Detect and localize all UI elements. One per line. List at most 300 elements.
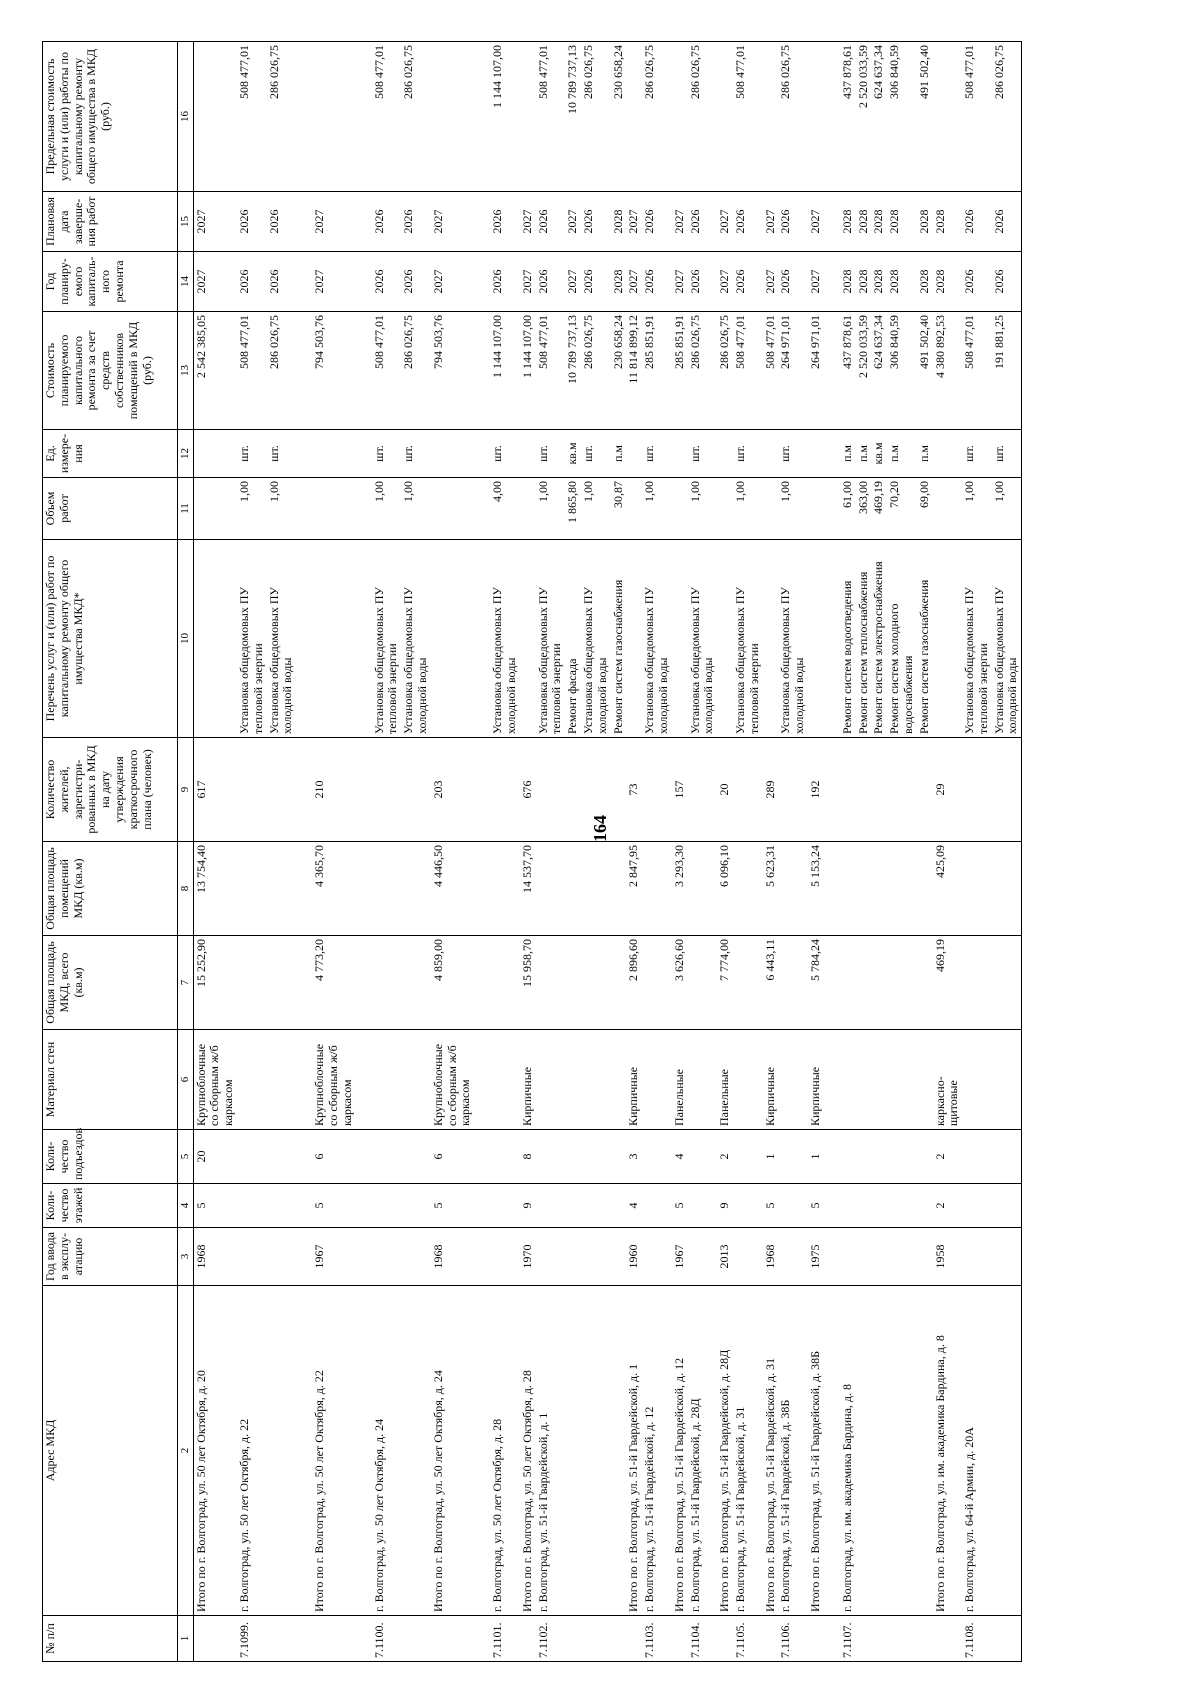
header-residents: Количество жителей, зарегистри-рованных в МКД на дату утверждения краткосрочного плана (человек) (43, 738, 178, 842)
table-row (490, 42, 520, 1662)
cell-works-list: Установка общедомовых ПУ тепловой энергии (536, 540, 566, 738)
cell-completion-date: 2026 (642, 192, 672, 252)
header-row (43, 42, 178, 1662)
spacer-cell (824, 1616, 840, 1662)
cell-works-list: Ремонт систем электроснабжения (871, 540, 887, 738)
cell-works-list: Установка общедомовых ПУ холодной воды (490, 540, 520, 738)
cell-address: Итого по г. Волгоград, ул. 51-й Гвардейской, д. 31 (763, 1286, 779, 1616)
cell-completion-date: 2026 (688, 192, 718, 252)
cell-volume: 30,87 (611, 478, 627, 540)
cell-max-cost: 1 144 107,00 (490, 42, 520, 192)
cell-entrances (856, 1130, 872, 1184)
cell-premises-area: 3 293,30 (672, 842, 688, 936)
column-number-9: 9 (178, 738, 194, 842)
cell-wall-material (565, 1030, 581, 1130)
cell-max-cost: 286 026,75 (992, 42, 1022, 192)
header-premises-area: Общая площадь помещений МКД (кв.м) (43, 842, 178, 936)
cell-volume: 1,00 (688, 478, 718, 540)
cell-planned-cost: 794 503,76 (312, 312, 355, 430)
cell-works-list (933, 540, 963, 738)
cell-residents (581, 738, 611, 842)
cell-entrances: 1 (763, 1130, 779, 1184)
cell-works-list: Установка общедомовых ПУ тепловой энергии (733, 540, 763, 738)
cell-works-list (431, 540, 474, 738)
cell-planned-cost: 264 971,01 (778, 312, 808, 430)
cell-repair-year: 2028 (611, 252, 627, 312)
cell-row-number (520, 1616, 536, 1662)
spacer-cell (824, 1030, 840, 1130)
header-row-number: № п/п (43, 1616, 178, 1662)
cell-residents: 676 (520, 738, 536, 842)
spacer-cell (474, 1286, 490, 1616)
cell-planned-cost: 2 542 385,05 (193, 312, 237, 430)
cell-entrances (611, 1130, 627, 1184)
cell-wall-material: Крупноблочные со сборным ж/б каркасом (431, 1030, 474, 1130)
cell-repair-year: 2027 (717, 252, 733, 312)
table-row (917, 42, 933, 1662)
cell-address: г. Волгоград, ул. 50 лет Октября, д. 22 (237, 1286, 267, 1616)
spacer-cell (474, 1184, 490, 1228)
cell-year-built (962, 1228, 992, 1286)
cell-works-list: Установка общедомовых ПУ холодной воды (642, 540, 672, 738)
cell-premises-area (267, 842, 297, 936)
cell-unit (520, 430, 536, 478)
cell-volume (626, 478, 642, 540)
column-number-5: 5 (178, 1130, 194, 1184)
cell-unit: шт. (778, 430, 808, 478)
cell-works-list: Установка общедомовых ПУ холодной воды (267, 540, 297, 738)
cell-entrances: 3 (626, 1130, 642, 1184)
cell-max-cost (193, 42, 237, 192)
cell-row-number (312, 1616, 355, 1662)
cell-entrances: 6 (312, 1130, 355, 1184)
cell-planned-cost: 1 144 107,00 (490, 312, 520, 430)
cell-entrances (887, 1130, 917, 1184)
spacer-cell (296, 1228, 312, 1286)
cell-year-built (887, 1228, 917, 1286)
cell-residents: 192 (808, 738, 824, 842)
cell-repair-year: 2028 (887, 252, 917, 312)
spacer-cell (356, 42, 372, 192)
spacer-cell (474, 478, 490, 540)
cell-address: г. Волгоград, ул. 51-й Гвардейской, д. 31 (733, 1286, 763, 1616)
cell-residents (237, 738, 267, 842)
cell-year-built (237, 1228, 267, 1286)
cell-entrances (840, 1130, 856, 1184)
cell-wall-material (642, 1030, 672, 1130)
cell-planned-cost: 508 477,01 (962, 312, 992, 430)
cell-completion-date: 2028 (887, 192, 917, 252)
header-floors: Коли-чество этажей (43, 1184, 178, 1228)
cell-completion-date: 2028 (856, 192, 872, 252)
cell-volume (808, 478, 824, 540)
cell-address: Итого по г. Волгоград, ул. 51-й Гвардейской, д. 28Д (717, 1286, 733, 1616)
cell-works-list (193, 540, 237, 738)
cell-floors: 5 (672, 1184, 688, 1228)
cell-works-list: Ремонт фасада (565, 540, 581, 738)
cell-unit: шт. (372, 430, 402, 478)
cell-address (917, 1286, 933, 1616)
cell-volume: 469,19 (871, 478, 887, 540)
cell-completion-date: 2026 (372, 192, 402, 252)
cell-works-list (672, 540, 688, 738)
cell-max-cost: 508 477,01 (372, 42, 402, 192)
cell-volume: 1,00 (401, 478, 431, 540)
cell-wall-material (372, 1030, 402, 1130)
table-row (267, 42, 297, 1662)
cell-works-list: Ремонт систем холодного водоснабжения (887, 540, 917, 738)
spacer-cell (474, 430, 490, 478)
cell-volume: 1,00 (536, 478, 566, 540)
cell-planned-cost: 624 637,34 (871, 312, 887, 430)
spacer-row (474, 42, 490, 1662)
cell-max-cost: 508 477,01 (536, 42, 566, 192)
cell-year-built (611, 1228, 627, 1286)
cell-address: г. Волгоград, ул. им. академика Бардина, д. 8 (840, 1286, 856, 1616)
cell-total-area (688, 936, 718, 1030)
cell-row-number: 7.1104. (688, 1616, 718, 1662)
cell-premises-area (581, 842, 611, 936)
cell-repair-year: 2027 (431, 252, 474, 312)
column-number-8: 8 (178, 842, 194, 936)
column-number-11: 11 (178, 478, 194, 540)
spacer-cell (824, 192, 840, 252)
cell-unit: кв.м (871, 430, 887, 478)
cell-repair-year: 2026 (962, 252, 992, 312)
column-number-14: 14 (178, 252, 194, 312)
cell-address (871, 1286, 887, 1616)
column-number-3: 3 (178, 1228, 194, 1286)
cell-wall-material (688, 1030, 718, 1130)
total-row (520, 42, 536, 1662)
cell-premises-area (490, 842, 520, 936)
table-body (193, 42, 1022, 1662)
spacer-cell (824, 936, 840, 1030)
cell-completion-date: 2027 (565, 192, 581, 252)
cell-floors (372, 1184, 402, 1228)
cell-works-list (520, 540, 536, 738)
cell-total-area: 7 774,00 (717, 936, 733, 1030)
cell-floors: 4 (626, 1184, 642, 1228)
cell-completion-date: 2026 (992, 192, 1022, 252)
cell-address: г. Волгоград, ул. 51-й Гвардейской, д. 12 (642, 1286, 672, 1616)
cell-unit: п.м (840, 430, 856, 478)
cell-premises-area: 5 623,31 (763, 842, 779, 936)
cell-year-built (490, 1228, 520, 1286)
cell-max-cost: 286 026,75 (401, 42, 431, 192)
spacer-cell (296, 430, 312, 478)
column-number-16: 16 (178, 42, 194, 192)
table-row (856, 42, 872, 1662)
cell-premises-area (565, 842, 581, 936)
cell-year-built: 2013 (717, 1228, 733, 1286)
cell-address: Итого по г. Волгоград, ул. 50 лет Октября, д. 22 (312, 1286, 355, 1616)
cell-planned-cost: 508 477,01 (733, 312, 763, 430)
cell-unit: шт. (401, 430, 431, 478)
cell-wall-material (267, 1030, 297, 1130)
cell-unit (312, 430, 355, 478)
cell-row-number: 7.1107. (840, 1616, 856, 1662)
cell-max-cost (717, 42, 733, 192)
cell-residents: 617 (193, 738, 237, 842)
spacer-cell (356, 252, 372, 312)
spacer-cell (824, 252, 840, 312)
spacer-cell (474, 252, 490, 312)
cell-unit: п.м (856, 430, 872, 478)
cell-residents (778, 738, 808, 842)
cell-planned-cost: 4 380 892,53 (933, 312, 963, 430)
total-row (763, 42, 779, 1662)
cell-repair-year: 2026 (237, 252, 267, 312)
cell-entrances (401, 1130, 431, 1184)
cell-repair-year: 2027 (565, 252, 581, 312)
spacer-cell (356, 312, 372, 430)
cell-max-cost: 508 477,01 (237, 42, 267, 192)
cell-max-cost (808, 42, 824, 192)
cell-total-area (581, 936, 611, 1030)
cell-wall-material (887, 1030, 917, 1130)
cell-volume: 1,00 (733, 478, 763, 540)
header-completion-date: Плановая дата заверше-ния работ (43, 192, 178, 252)
cell-row-number: 7.1099. (237, 1616, 267, 1662)
spacer-cell (296, 1130, 312, 1184)
cell-row-number (581, 1616, 611, 1662)
cell-floors (401, 1184, 431, 1228)
cell-total-area (887, 936, 917, 1030)
header-address: Адрес МКД (43, 1286, 178, 1616)
cell-address: г. Волгоград, ул. 50 лет Октября, д. 24 (372, 1286, 402, 1616)
cell-unit: шт. (237, 430, 267, 478)
cell-completion-date: 2026 (962, 192, 992, 252)
cell-total-area (267, 936, 297, 1030)
cell-volume: 1,00 (778, 478, 808, 540)
cell-row-number: 7.1101. (490, 1616, 520, 1662)
cell-total-area (992, 936, 1022, 1030)
spacer-cell (356, 1130, 372, 1184)
cell-unit (933, 430, 963, 478)
spacer-cell (296, 738, 312, 842)
cell-max-cost: 508 477,01 (962, 42, 992, 192)
cell-premises-area: 4 365,70 (312, 842, 355, 936)
cell-year-built: 1975 (808, 1228, 824, 1286)
cell-repair-year: 2026 (733, 252, 763, 312)
cell-completion-date: 2026 (401, 192, 431, 252)
cell-total-area (372, 936, 402, 1030)
cell-repair-year: 2026 (490, 252, 520, 312)
cell-wall-material: Кирпичные (520, 1030, 536, 1130)
cell-floors (267, 1184, 297, 1228)
spacer-cell (824, 42, 840, 192)
spacer-cell (296, 478, 312, 540)
cell-total-area (840, 936, 856, 1030)
cell-year-built (992, 1228, 1022, 1286)
cell-residents: 289 (763, 738, 779, 842)
column-number-2: 2 (178, 1286, 194, 1616)
header-wall-material: Материал стен (43, 1030, 178, 1130)
cell-works-list: Установка общедомовых ПУ холодной воды (778, 540, 808, 738)
cell-completion-date: 2027 (431, 192, 474, 252)
cell-completion-date: 2026 (237, 192, 267, 252)
cell-total-area (778, 936, 808, 1030)
cell-floors (856, 1184, 872, 1228)
cell-residents (871, 738, 887, 842)
cell-works-list: Установка общедомовых ПУ холодной воды (992, 540, 1022, 738)
cell-completion-date: 2028 (611, 192, 627, 252)
cell-address: Итого по г. Волгоград, ул. 51-й Гвардейской, д. 12 (672, 1286, 688, 1616)
cell-row-number: 7.1103. (642, 1616, 672, 1662)
cell-address: г. Волгоград, ул. 51-й Гвардейской, д. 38Б (778, 1286, 808, 1616)
cell-year-built (581, 1228, 611, 1286)
cell-residents (611, 738, 627, 842)
cell-works-list: Установка общедомовых ПУ холодной воды (401, 540, 431, 738)
spacer-cell (824, 1228, 840, 1286)
total-row (626, 42, 642, 1662)
cell-planned-cost: 10 789 737,13 (565, 312, 581, 430)
spacer-cell (296, 1184, 312, 1228)
cell-max-cost (520, 42, 536, 192)
cell-row-number: 7.1105. (733, 1616, 763, 1662)
spacer-cell (824, 1286, 840, 1616)
cell-planned-cost: 508 477,01 (536, 312, 566, 430)
cell-premises-area (887, 842, 917, 936)
spacer-cell (296, 1286, 312, 1616)
cell-address: Итого по г. Волгоград, ул. 51-й Гвардейской, д. 38Б (808, 1286, 824, 1616)
cell-repair-year: 2026 (992, 252, 1022, 312)
cell-floors (840, 1184, 856, 1228)
cell-completion-date: 2026 (581, 192, 611, 252)
cell-entrances (917, 1130, 933, 1184)
cell-residents (688, 738, 718, 842)
spacer-cell (356, 738, 372, 842)
column-number-10: 10 (178, 540, 194, 738)
cell-total-area (536, 936, 566, 1030)
cell-repair-year: 2026 (581, 252, 611, 312)
cell-repair-year: 2026 (778, 252, 808, 312)
spacer-cell (356, 540, 372, 738)
cell-unit: п.м (887, 430, 917, 478)
cell-volume (717, 478, 733, 540)
spacer-cell (824, 430, 840, 478)
cell-unit (717, 430, 733, 478)
table-row (401, 42, 431, 1662)
cell-year-built: 1968 (763, 1228, 779, 1286)
cell-wall-material (871, 1030, 887, 1130)
cell-max-cost: 286 026,75 (267, 42, 297, 192)
cell-year-built (733, 1228, 763, 1286)
spacer-cell (356, 1184, 372, 1228)
cell-year-built (917, 1228, 933, 1286)
cell-unit: шт. (536, 430, 566, 478)
cell-floors (490, 1184, 520, 1228)
cell-repair-year: 2027 (520, 252, 536, 312)
cell-row-number (565, 1616, 581, 1662)
cell-total-area (565, 936, 581, 1030)
cell-wall-material: Панельные (717, 1030, 733, 1130)
cell-row-number (856, 1616, 872, 1662)
cell-max-cost: 437 878,61 (840, 42, 856, 192)
spacer-row (296, 42, 312, 1662)
cell-floors (887, 1184, 917, 1228)
cell-max-cost: 230 658,24 (611, 42, 627, 192)
cell-year-built (372, 1228, 402, 1286)
cell-row-number (431, 1616, 474, 1662)
cell-entrances: 1 (808, 1130, 824, 1184)
table-row (733, 42, 763, 1662)
cell-wall-material (733, 1030, 763, 1130)
spacer-cell (474, 312, 490, 430)
cell-year-built (401, 1228, 431, 1286)
cell-works-list: Ремонт систем газоснабжения (917, 540, 933, 738)
cell-planned-cost: 306 840,59 (887, 312, 917, 430)
spacer-cell (824, 312, 840, 430)
spacer-cell (824, 540, 840, 738)
cell-address: г. Волгоград, ул. 64-й Армии, д. 20А (962, 1286, 992, 1616)
total-row (193, 42, 237, 1662)
cell-year-built: 1960 (626, 1228, 642, 1286)
table-row (992, 42, 1022, 1662)
cell-residents: 203 (431, 738, 474, 842)
cell-works-list: Ремонт систем теплоснабжения (856, 540, 872, 738)
cell-entrances (581, 1130, 611, 1184)
cell-works-list (717, 540, 733, 738)
cell-unit (808, 430, 824, 478)
header-volume: Объем работ (43, 478, 178, 540)
cell-entrances (992, 1130, 1022, 1184)
spacer-cell (296, 252, 312, 312)
cell-repair-year: 2026 (688, 252, 718, 312)
cell-total-area (611, 936, 627, 1030)
cell-premises-area (992, 842, 1022, 936)
cell-premises-area: 4 446,50 (431, 842, 474, 936)
column-number-13: 13 (178, 312, 194, 430)
cell-planned-cost: 286 026,75 (717, 312, 733, 430)
spacer-cell (824, 842, 840, 936)
table-row (611, 42, 627, 1662)
cell-floors: 9 (717, 1184, 733, 1228)
cell-year-built (267, 1228, 297, 1286)
cell-repair-year: 2028 (856, 252, 872, 312)
cell-planned-cost: 11 814 899,12 (626, 312, 642, 430)
cell-repair-year: 2027 (808, 252, 824, 312)
spacer-row (356, 42, 372, 1662)
cell-planned-cost: 508 477,01 (372, 312, 402, 430)
cell-entrances (642, 1130, 672, 1184)
spacer-cell (474, 42, 490, 192)
cell-repair-year: 2028 (933, 252, 963, 312)
spacer-cell (356, 478, 372, 540)
cell-wall-material (992, 1030, 1022, 1130)
cell-year-built (565, 1228, 581, 1286)
cell-works-list (626, 540, 642, 738)
cell-wall-material: Крупноблочные со сборным ж/б каркасом (312, 1030, 355, 1130)
cell-total-area (962, 936, 992, 1030)
cell-max-cost: 286 026,75 (581, 42, 611, 192)
cell-premises-area: 425,09 (933, 842, 963, 936)
cell-address (992, 1286, 1022, 1616)
cell-max-cost: 2 520 033,59 (856, 42, 872, 192)
cell-volume: 69,00 (917, 478, 933, 540)
cell-planned-cost: 230 658,24 (611, 312, 627, 430)
cell-completion-date: 2026 (778, 192, 808, 252)
cell-year-built (856, 1228, 872, 1286)
cell-completion-date: 2027 (717, 192, 733, 252)
cell-max-cost: 286 026,75 (778, 42, 808, 192)
cell-row-number (992, 1616, 1022, 1662)
cell-premises-area: 13 754,40 (193, 842, 237, 936)
cell-planned-cost: 286 026,75 (581, 312, 611, 430)
cell-volume: 1,00 (372, 478, 402, 540)
cell-row-number: 7.1106. (778, 1616, 808, 1662)
